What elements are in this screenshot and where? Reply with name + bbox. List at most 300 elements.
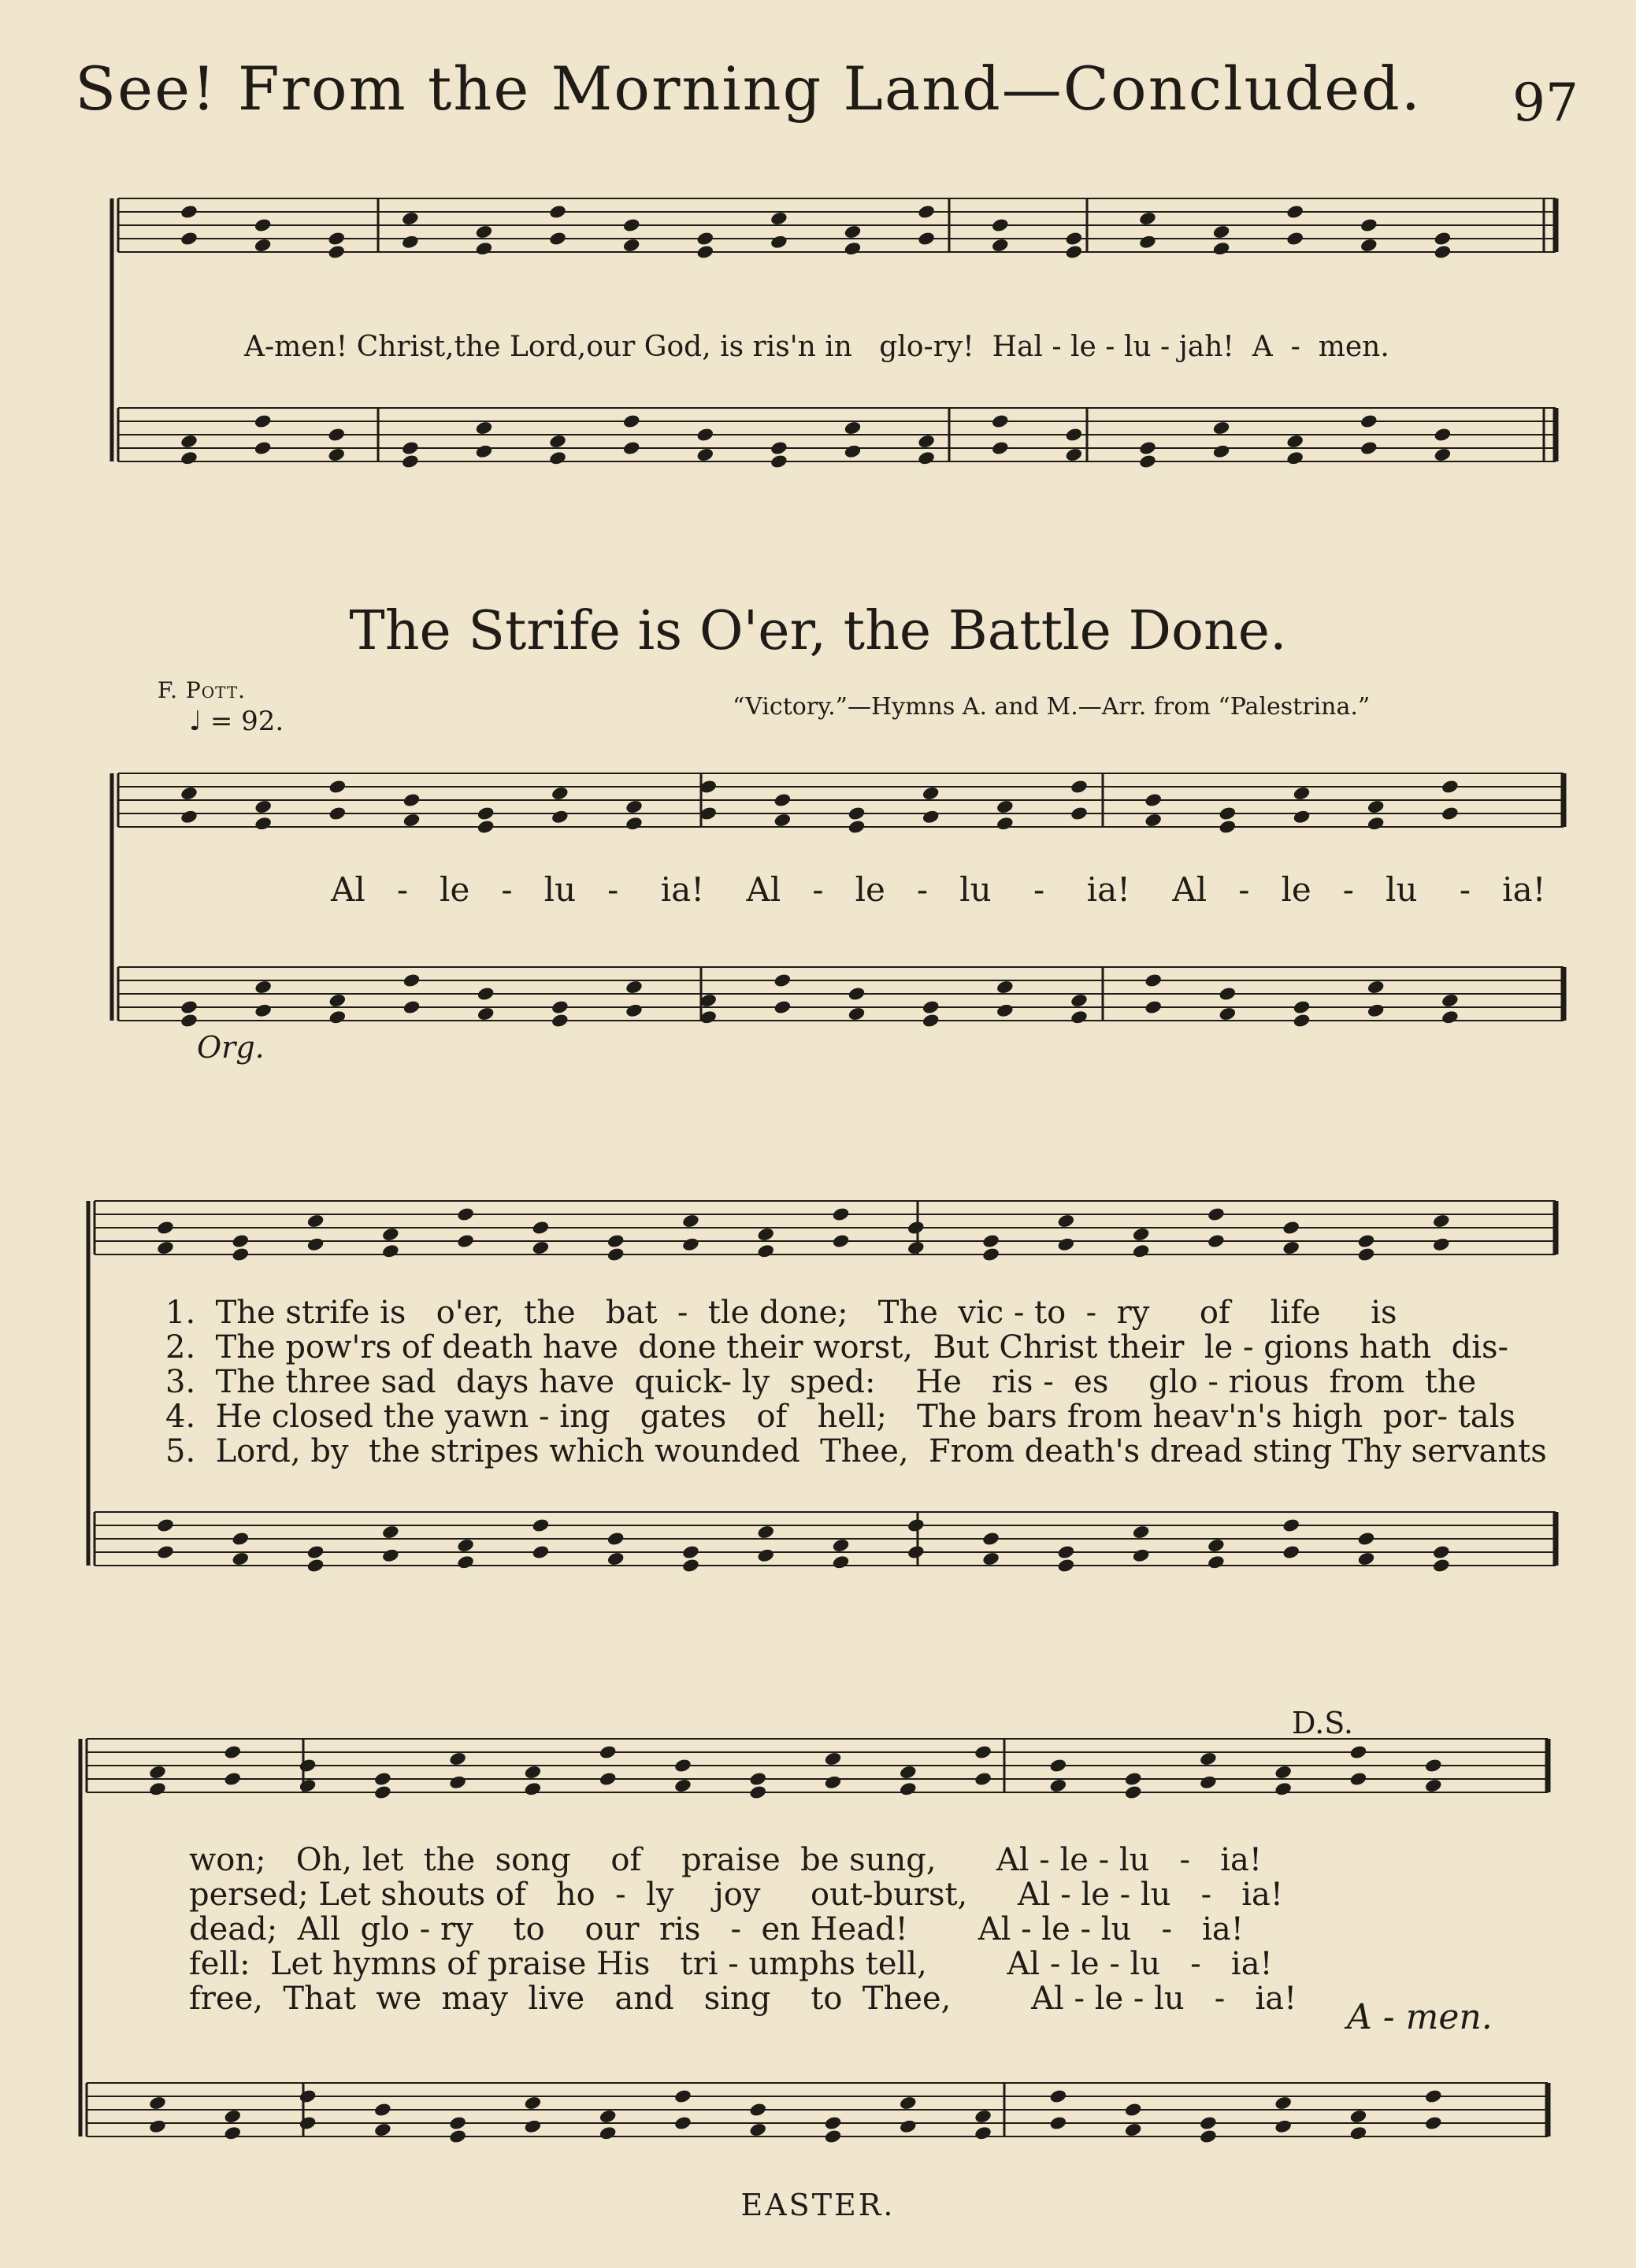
note-head (548, 231, 567, 246)
page-number: 97 (1512, 72, 1578, 133)
note-head (696, 231, 714, 246)
note-head (1282, 1544, 1300, 1560)
note-head (1274, 2096, 1293, 2111)
note-head (1049, 2115, 1068, 2131)
note-head (1057, 1544, 1076, 1560)
page-title: See! From the Morning Land—Concluded. (75, 54, 1422, 124)
note-head (254, 799, 273, 815)
note-head (824, 1751, 843, 1767)
note-head (327, 427, 346, 443)
note-head (673, 1778, 692, 1794)
note-head (180, 786, 198, 802)
note-head (1199, 2129, 1218, 2144)
note-head (448, 2129, 467, 2144)
note-head (770, 234, 788, 250)
note-head (1132, 1243, 1151, 1259)
note-head (599, 2125, 618, 2141)
note-head (1285, 231, 1304, 246)
note-head (403, 999, 421, 1015)
note-head (299, 1778, 317, 1794)
note-head (532, 1544, 551, 1560)
note-head (1132, 1227, 1151, 1243)
note-head (401, 454, 420, 469)
note-head (1219, 986, 1237, 1002)
note-head (824, 1774, 843, 1790)
note-head (299, 2115, 317, 2131)
note-head (599, 1771, 618, 1787)
verse-line: 2. The pow'rs of death have done their worst, But Christ their le - gions hath dis- (165, 1329, 1509, 1366)
note-head (448, 2115, 467, 2131)
note-head (1434, 427, 1452, 443)
note-head (1207, 1233, 1226, 1249)
note-head (1070, 806, 1089, 821)
note-head (1432, 1544, 1451, 1560)
note-head (548, 204, 567, 220)
note-head (448, 1774, 467, 1790)
note-head (1144, 999, 1163, 1015)
note-head (1349, 1771, 1368, 1787)
note-head (299, 1758, 317, 1773)
note-head (1274, 2118, 1293, 2134)
note-head (328, 993, 347, 1009)
note-head (231, 1247, 250, 1262)
note-head (1367, 980, 1386, 995)
note-head (844, 443, 863, 459)
note-head (622, 440, 641, 456)
note-head (1057, 1214, 1076, 1229)
note-head (832, 1206, 851, 1222)
note-head (681, 1214, 700, 1229)
note-head (848, 819, 866, 835)
verse-line: won; Oh, let the song of praise be sung, Al - le - lu - ia! (189, 1842, 1262, 1878)
note-head (306, 1558, 325, 1573)
note-head (1199, 1774, 1218, 1790)
note-head (1144, 973, 1163, 988)
note-head (824, 2129, 843, 2144)
note-head (1349, 1744, 1368, 1760)
note-head (1285, 434, 1304, 450)
note-head (1199, 2115, 1218, 2131)
note-head (1441, 993, 1460, 1009)
note-head (401, 211, 420, 227)
note-head (1219, 1006, 1237, 1022)
note-head (981, 1233, 1000, 1249)
note-head (1049, 1778, 1068, 1794)
note-head (625, 1002, 644, 1018)
verse-line: 4. He closed the yawn - ing gates of hell; The bars from heav'n's high por- tals (165, 1399, 1515, 1435)
note-head (1124, 1784, 1143, 1800)
note-head (231, 1233, 250, 1249)
note-head (254, 980, 273, 995)
note-head (306, 1236, 325, 1252)
verses-part-1 (165, 1295, 1547, 1469)
note-head (532, 1240, 551, 1256)
note-head (1124, 1771, 1143, 1787)
note-head (1057, 1236, 1076, 1252)
note-head (456, 1538, 475, 1554)
note-head (1212, 224, 1231, 240)
note-head (996, 980, 1015, 995)
note-head (548, 434, 567, 450)
note-head (381, 1525, 400, 1540)
note-head (773, 792, 792, 808)
note-head (1441, 1010, 1460, 1025)
note-head (477, 806, 495, 821)
note-head (180, 1013, 198, 1028)
note-head (1424, 1758, 1443, 1773)
note-head (1274, 1781, 1293, 1797)
note-head (599, 1744, 618, 1760)
note-head (524, 2118, 543, 2134)
note-head (254, 217, 273, 233)
note-head (1293, 999, 1311, 1015)
note-head (1138, 234, 1157, 250)
note-head (156, 1544, 175, 1560)
note-head (403, 792, 421, 808)
note-head (1360, 217, 1378, 233)
note-head (1282, 1240, 1300, 1256)
note-head (1070, 779, 1089, 795)
note-head (223, 2109, 242, 2125)
note-head (748, 2122, 767, 2138)
note-head (917, 434, 936, 450)
note-head (381, 1547, 400, 1563)
note-head (673, 1758, 692, 1773)
note-head (673, 2115, 692, 2131)
note-head (1212, 241, 1231, 257)
note-head (551, 999, 569, 1015)
note-head (1424, 2088, 1443, 2104)
note-head (1199, 1751, 1218, 1767)
note-head (1070, 1010, 1089, 1025)
note-head (1357, 1551, 1376, 1567)
note-head (328, 806, 347, 821)
note-head (622, 413, 641, 429)
verse-line: 1. The strife is o'er, the bat - tle done; The vic - to - ry of life is (165, 1295, 1397, 1331)
note-head (448, 1751, 467, 1767)
note-head (756, 1227, 775, 1243)
note-head (1434, 447, 1452, 463)
note-head (625, 816, 644, 832)
note-head (254, 1002, 273, 1018)
note-head (1441, 806, 1460, 821)
note-head (148, 1765, 167, 1781)
note-head (696, 447, 714, 463)
note-head (1367, 1002, 1386, 1018)
note-head (1349, 2125, 1368, 2141)
note-head (824, 2115, 843, 2131)
note-head (1285, 204, 1304, 220)
note-head (1434, 244, 1452, 260)
note-head (1212, 443, 1231, 459)
note-head (306, 1544, 325, 1560)
note-head (1212, 421, 1231, 436)
note-head (327, 447, 346, 463)
note-head (770, 211, 788, 227)
note-head (996, 1002, 1015, 1018)
note-head (607, 1531, 625, 1547)
note-head (373, 1784, 392, 1800)
note-head (974, 1744, 992, 1760)
note-head (475, 443, 494, 459)
note-head (981, 1551, 1000, 1567)
note-head (991, 217, 1010, 233)
note-head (1293, 786, 1311, 802)
note-head (1434, 231, 1452, 246)
note-head (156, 1240, 175, 1256)
note-head (1138, 211, 1157, 227)
note-head (756, 1547, 775, 1563)
note-head (327, 244, 346, 260)
verse-line: 3. The three sad days have quick- ly sped: He ris - es glo - rious from the (165, 1364, 1477, 1400)
top-system-lyric: A-men! Christ,the Lord,our God, is ris'n in glo-ry! Hal - le - lu - jah! A - men. (244, 331, 1389, 363)
note-head (991, 238, 1010, 254)
note-head (773, 813, 792, 828)
note-head (1065, 244, 1084, 260)
note-head (381, 1243, 400, 1259)
note-head (1057, 1558, 1076, 1573)
note-head (180, 434, 198, 450)
note-head (773, 973, 792, 988)
note-head (1282, 1220, 1300, 1236)
note-head (899, 1765, 918, 1781)
note-head (907, 1544, 926, 1560)
note-head (907, 1220, 926, 1236)
note-head (1441, 779, 1460, 795)
note-head (696, 427, 714, 443)
note-head (773, 999, 792, 1015)
note-head (1357, 1247, 1376, 1262)
tempo-marking: ♩ = 92. (189, 706, 284, 737)
note-head (974, 1771, 992, 1787)
note-head (622, 238, 641, 254)
note-head (607, 1233, 625, 1249)
note-head (681, 1544, 700, 1560)
note-head (254, 413, 273, 429)
note-head (922, 1013, 940, 1028)
note-head (401, 440, 420, 456)
note-head (156, 1518, 175, 1533)
note-head (328, 779, 347, 795)
note-head (681, 1558, 700, 1573)
note-head (1132, 1547, 1151, 1563)
note-head (907, 1240, 926, 1256)
note-head (477, 1006, 495, 1022)
note-head (899, 2096, 918, 2111)
note-head (475, 241, 494, 257)
note-head (1424, 1778, 1443, 1794)
note-head (180, 999, 198, 1015)
note-head (477, 986, 495, 1002)
note-head (456, 1233, 475, 1249)
verses-part-2 (189, 1843, 1297, 2016)
note-head (1065, 447, 1084, 463)
note-head (996, 799, 1015, 815)
note-head (1207, 1555, 1226, 1570)
note-head (456, 1555, 475, 1570)
note-head (844, 224, 863, 240)
note-head (475, 224, 494, 240)
note-head (231, 1531, 250, 1547)
note-head (180, 231, 198, 246)
note-head (991, 413, 1010, 429)
note-head (1357, 1233, 1376, 1249)
note-head (770, 454, 788, 469)
organ-label: Org. (197, 1030, 265, 1065)
author-credit: F. Pott. (158, 677, 247, 703)
note-head (373, 1771, 392, 1787)
note-head (756, 1525, 775, 1540)
verse-line: persed; Let shouts of ho - ly joy out-burst, Al - le - lu - ia! (189, 1877, 1283, 1913)
verse-line: free, That we may live and sing to Thee, Al - le - lu - ia! (189, 1981, 1297, 2017)
note-head (254, 816, 273, 832)
note-head (524, 1781, 543, 1797)
note-head (917, 450, 936, 466)
note-head (1432, 1214, 1451, 1229)
note-head (1138, 440, 1157, 456)
note-head (299, 2088, 317, 2104)
note-head (1424, 2115, 1443, 2131)
note-head (681, 1236, 700, 1252)
note-head (756, 1243, 775, 1259)
note-head (223, 2125, 242, 2141)
note-head (981, 1247, 1000, 1262)
note-head (748, 1784, 767, 1800)
verse-line: fell: Let hymns of praise His tri - umphs tell, Al - le - lu - ia! (189, 1946, 1273, 1982)
amen-label: A - men. (1347, 1997, 1493, 2037)
note-head (607, 1247, 625, 1262)
section-label: EASTER. (740, 2188, 896, 2222)
note-head (996, 816, 1015, 832)
note-head (180, 450, 198, 466)
note-head (148, 1781, 167, 1797)
note-head (327, 231, 346, 246)
note-head (373, 2102, 392, 2118)
note-head (832, 1233, 851, 1249)
note-head (1360, 238, 1378, 254)
ds-marking: D.S. (1292, 1706, 1353, 1740)
verse-line: dead; All glo - ry to our ris - en Head! Al - le - lu - ia! (189, 1911, 1244, 1947)
note-head (1360, 413, 1378, 429)
note-head (917, 231, 936, 246)
note-head (1070, 993, 1089, 1009)
note-head (231, 1551, 250, 1567)
note-head (1274, 1765, 1293, 1781)
note-head (748, 2102, 767, 2118)
note-head (475, 421, 494, 436)
note-head (848, 986, 866, 1002)
note-head (844, 241, 863, 257)
note-head (1124, 2102, 1143, 2118)
note-head (922, 786, 940, 802)
note-head (1367, 799, 1386, 815)
intro-lyric: Al - le - lu - ia! Al - le - lu - ia! Al - le - lu - ia! (331, 870, 1546, 909)
note-head (1293, 809, 1311, 825)
note-head (223, 1771, 242, 1787)
note-head (974, 2109, 992, 2125)
note-head (223, 1744, 242, 1760)
note-head (1138, 454, 1157, 469)
note-head (991, 440, 1010, 456)
note-head (551, 786, 569, 802)
note-head (524, 2096, 543, 2111)
note-head (832, 1538, 851, 1554)
note-head (1124, 2122, 1143, 2138)
note-head (524, 1765, 543, 1781)
note-head (148, 2096, 167, 2111)
note-head (907, 1518, 926, 1533)
note-head (917, 204, 936, 220)
note-head (180, 809, 198, 825)
note-head (1293, 1013, 1311, 1028)
note-head (403, 813, 421, 828)
note-head (844, 421, 863, 436)
note-head (748, 1771, 767, 1787)
note-head (254, 238, 273, 254)
note-head (1207, 1206, 1226, 1222)
note-head (625, 799, 644, 815)
note-head (148, 2118, 167, 2134)
note-head (1144, 813, 1163, 828)
note-head (1207, 1538, 1226, 1554)
note-head (403, 973, 421, 988)
note-head (1049, 2088, 1068, 2104)
note-head (1065, 231, 1084, 246)
note-head (673, 2088, 692, 2104)
note-head (1219, 806, 1237, 821)
note-head (1282, 1518, 1300, 1533)
note-head (401, 234, 420, 250)
note-head (551, 809, 569, 825)
note-head (922, 809, 940, 825)
note-head (1065, 427, 1084, 443)
note-head (599, 2109, 618, 2125)
note-head (1049, 1758, 1068, 1773)
note-head (981, 1531, 1000, 1547)
note-head (1285, 450, 1304, 466)
note-head (974, 2125, 992, 2141)
note-head (899, 2118, 918, 2134)
note-head (770, 440, 788, 456)
note-head (607, 1551, 625, 1567)
note-head (532, 1518, 551, 1533)
note-head (622, 217, 641, 233)
note-head (373, 2122, 392, 2138)
note-head (832, 1555, 851, 1570)
note-head (456, 1206, 475, 1222)
note-head (1132, 1525, 1151, 1540)
note-head (180, 204, 198, 220)
note-head (899, 1781, 918, 1797)
note-head (1349, 2109, 1368, 2125)
note-head (548, 450, 567, 466)
note-head (1144, 792, 1163, 808)
note-head (1360, 440, 1378, 456)
verse-line: 5. Lord, by the stripes which wounded Thee, From death's dread sting Thy servants (165, 1433, 1547, 1469)
note-head (551, 1013, 569, 1028)
note-head (477, 819, 495, 835)
note-head (1219, 819, 1237, 835)
note-head (156, 1220, 175, 1236)
note-head (625, 980, 644, 995)
hymn-title: The Strife is O'er, the Battle Done. (349, 600, 1287, 662)
note-head (848, 806, 866, 821)
note-head (254, 440, 273, 456)
note-head (1357, 1531, 1376, 1547)
note-head (848, 1006, 866, 1022)
note-head (1432, 1236, 1451, 1252)
note-head (696, 244, 714, 260)
